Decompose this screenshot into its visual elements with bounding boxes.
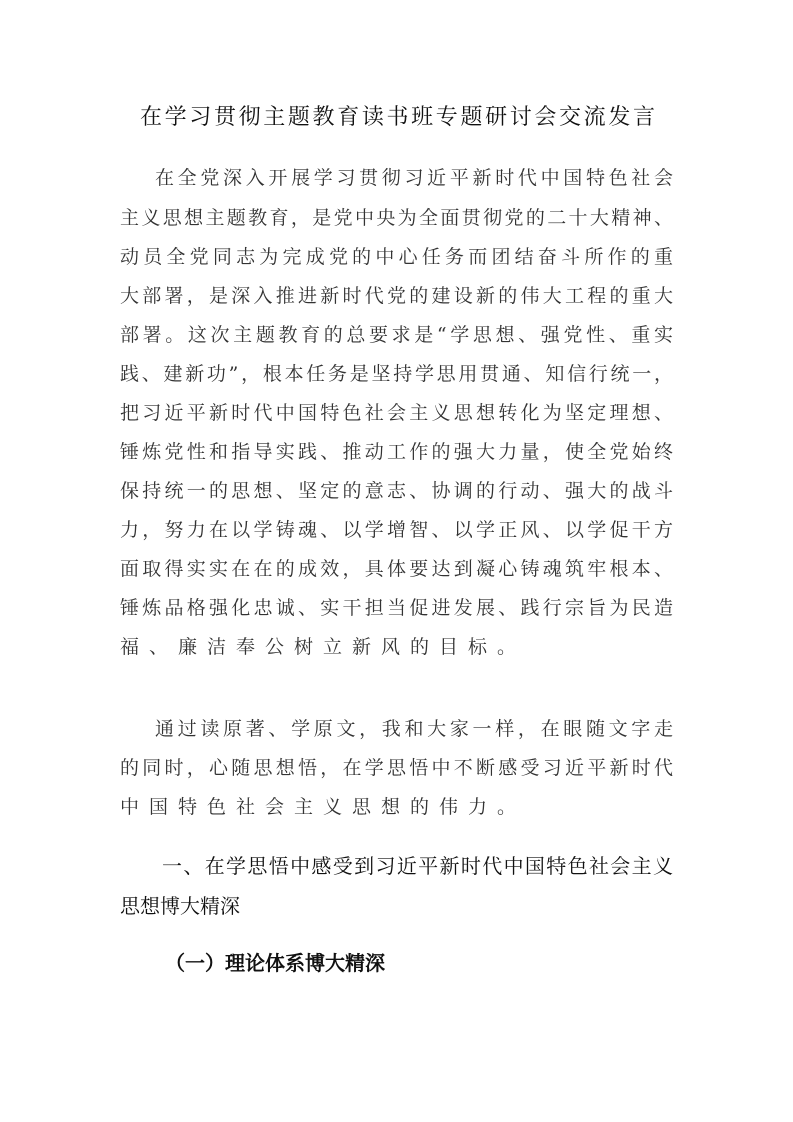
text-line: 面取得实实在在的成效，具体要达到凝心铸魂筑牢根本、 [120,558,673,580]
text-line: 把习近平新时代中国特色社会主义思想转化为坚定理想、 [120,402,673,424]
text-line: 福、廉洁奉公树立新风的目标。 [120,636,527,658]
text-line: 锤炼品格强化忠诚、实干担当促进发展、践行宗旨为民造 [120,597,673,619]
text-line: 动员全党同志为完成党的中心任务而团结奋斗所作的重 [120,246,673,268]
text-line: 中国特色社会主义思想的伟力。 [120,796,527,818]
text-line: 大部署，是深入推进新时代党的建设新的伟大工程的重大 [120,285,673,307]
subsection-heading: （一）理论体系博大精深 [165,951,385,975]
text-line: 通过读原著、学原文，我和大家一样，在眼随文字走 [155,718,673,740]
text-line: 主义思想主题教育，是党中央为全面贯彻党的二十大精神、 [120,207,673,229]
text-line: 力，努力在以学铸魂、以学增智、以学正风、以学促干方 [120,519,673,541]
text-line: 践、建新功”，根本任务是坚持学思用贯通、知信行统一， [120,363,673,385]
text-line: 的同时，心随思想悟，在学思悟中不断感受习近平新时代 [120,757,673,779]
text-line: 锤炼党性和指导实践、推动工作的强大力量，使全党始终 [120,441,673,463]
heading-line: 一、在学思悟中感受到习近平新时代中国特色社会主义 [162,854,673,878]
heading-line: 思想博大精深 [120,894,240,918]
document-title: 在学习贯彻主题教育读书班专题研讨会交流发言 [140,105,655,130]
text-line: 保持统一的思想、坚定的意志、协调的行动、强大的战斗 [120,480,673,502]
text-line: 部署。这次主题教育的总要求是“学思想、强党性、重实 [120,324,673,346]
text-line: 在全党深入开展学习贯彻习近平新时代中国特色社会 [155,167,673,189]
